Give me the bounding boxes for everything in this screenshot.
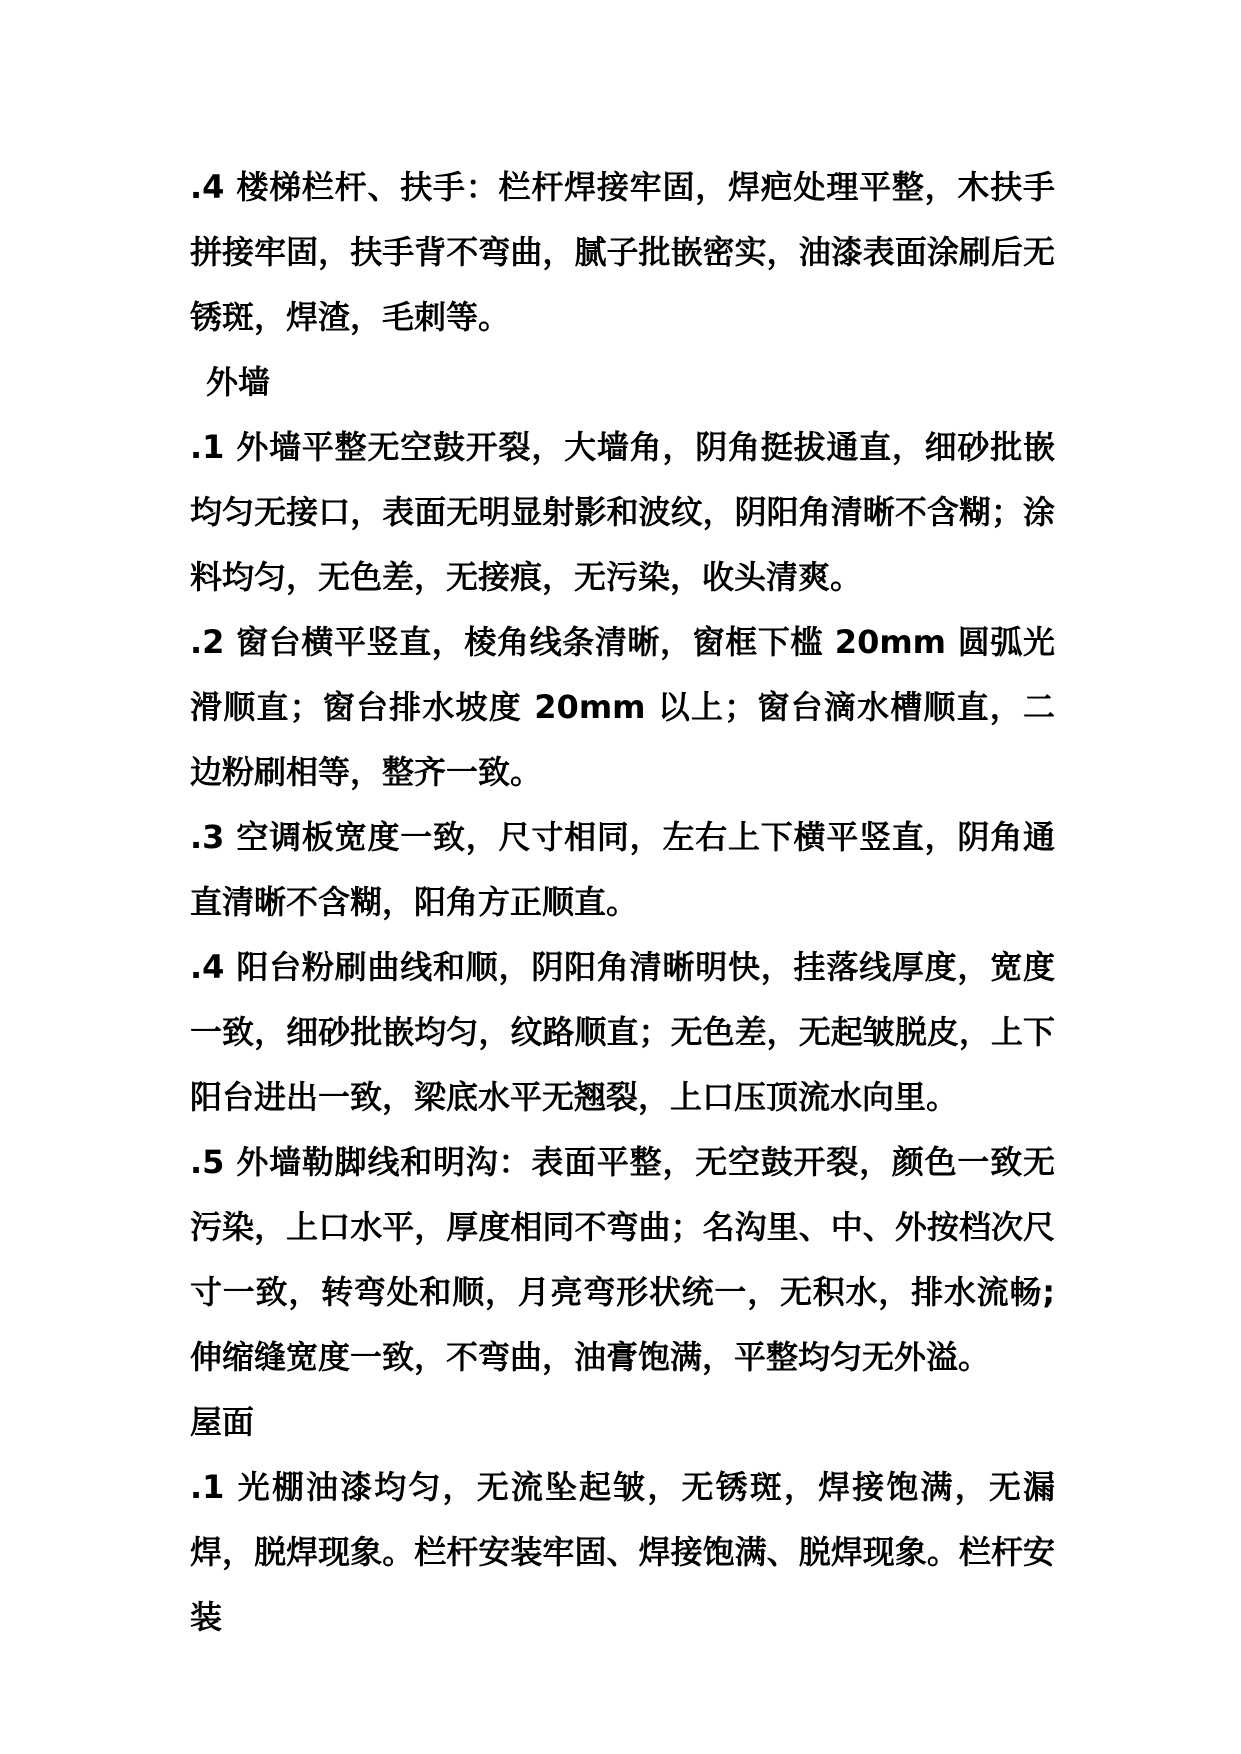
paragraph-exterior-wall-4: .4 阳台粉刷曲线和顺，阴阳角清晰明快，挂落线厚度，宽度一致，细砂批嵌均匀，纹路顺直；无色差，无起皱脱皮，上下阳台进出一致，梁底水平无翘裂，上口压顶流水向里。 <box>190 948 1055 1116</box>
paragraph-exterior-wall-3: .3 空调板宽度一致，尺寸相同，左右上下横平竖直，阴角通直清晰不含糊，阳角方正顺直。 <box>190 818 1055 921</box>
document-body <box>190 155 1055 1650</box>
paragraph-exterior-wall-2: .2 窗台横平竖直，棱角线条清晰，窗框下槛 20mm 圆弧光滑顺直；窗台排水坡度 20mm 以上；窗台滴水槽顺直，二边粉刷相等，整齐一致。 <box>190 623 1055 791</box>
paragraph-exterior-wall-5: .5 外墙勒脚线和明沟：表面平整，无空鼓开裂，颜色一致无污染，上口水平，厚度相同不弯曲；名沟里、中、外按档次尺寸一致，转弯处和顺，月亮弯形状统一，无积水，排水流畅;伸缩缝宽度一致，不弯曲，油膏饱满，平整均匀无外溢。 <box>190 1143 1055 1376</box>
paragraph-roof-1: .1 光棚油漆均匀，无流坠起皱，无锈斑，焊接饱满，无漏焊，脱焊现象。栏杆安装牢固、焊接饱满、脱焊现象。栏杆安装 <box>190 1468 1055 1636</box>
section-heading-exterior-wall: 外墙 <box>206 363 271 401</box>
paragraph-stair-railing: .4 楼梯栏杆、扶手：栏杆焊接牢固，焊疤处理平整，木扶手拼接牢固，扶手背不弯曲，腻子批嵌密实，油漆表面涂刷后无锈斑，焊渣，毛刺等。 <box>190 168 1055 336</box>
paragraph-exterior-wall-1: .1 外墙平整无空鼓开裂，大墙角，阴角挺拔通直，细砂批嵌均匀无接口，表面无明显射影和波纹，阴阳角清晰不含糊；涂料均匀，无色差，无接痕，无污染，收头清爽。 <box>190 428 1055 596</box>
section-heading-roof: 屋面 <box>190 1403 255 1441</box>
